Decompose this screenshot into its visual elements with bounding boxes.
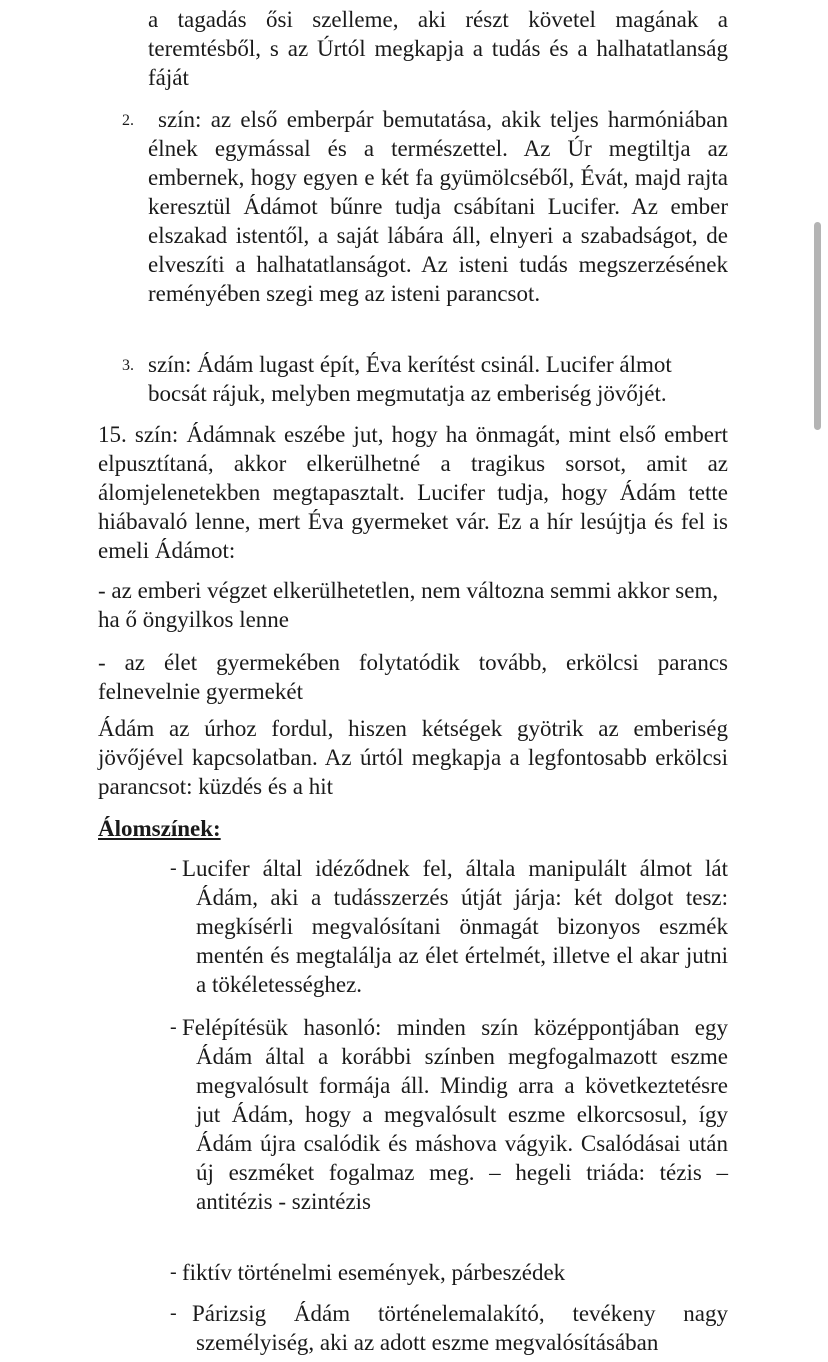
paragraph-dash-1: - az emberi végzet elkerülhetetlen, nem változna semmi akkor sem, ha ő öngyilkos lenne xyxy=(98,578,719,632)
bullet-item-1: Lucifer által idéződnek fel, általa manipulált álmot lát Ádám, aki a tudásszerzés útját járja: két dolgot tesz: megkísérli megvalósítani önmagát bizonyos eszmék mentén és megtalálja az élet értelmét, illetve el akar jutni a tökéletességhez. xyxy=(182,856,728,997)
list-number-2: 2. xyxy=(122,112,134,129)
list-number-3: 3. xyxy=(122,357,134,374)
bullet-dash-3: - xyxy=(170,1261,177,1283)
paragraph-scene-15: 15. szín: Ádámnak eszébe jut, hogy ha önmagát, mint első embert elpusztítaná, akkor elkerülhetné a tragikus sorsot, amit az álomjelenetekben megtapasztalt. Lucifer tudja, hogy Ádám tette hiábavaló lenne, mert Éva gyermeket vár. Ez a hír lesújtja és fel is emeli Ádámot: xyxy=(98,422,728,563)
list-item-3: szín: Ádám lugast épít, Éva kerítést csinál. Lucifer álmot bocsát rájuk, melyben megmutatja az emberiség jövőjét. xyxy=(148,352,672,406)
section-heading: Álomszínek: xyxy=(98,816,221,841)
bullet-item-3: fiktív történelmi események, párbeszédek xyxy=(182,1260,566,1285)
paragraph-item1-continuation: a tagadás ősi szelleme, aki részt követel magának a teremtésből, s az Úrtól megkapja a tudás és a halhatatlanság fáját xyxy=(148,7,728,90)
list-item-2: szín: az első emberpár bemutatása, akik teljes harmóniában élnek egymással és a természettel. Az Úr megtiltja az embernek, hogy egyen e két fa gyümölcséből, Évát, majd rajta keresztül Ádámot bűnre tudja csábítani Lucifer. Az ember elszakad istentől, a saját lábára áll, elnyeri a szabadságot, de elveszíti a halhatatlanságot. Az isteni tudás megszerzésének reményében szegi meg az isteni parancsot. xyxy=(148,107,728,306)
paragraph-adam-lord: Ádám az úrhoz fordul, hiszen kétségek gyötrik az emberiség jövőjével kapcsolatban. Az úrtól megkapja a legfontosabb erkölcsi parancsot: küzdés és a hit xyxy=(98,716,728,799)
bullet-item-4: Párizsig Ádám történelemalakító, tevékeny nagy személyiség, aki az adott eszme megvalósításában xyxy=(192,1301,728,1355)
scrollbar-thumb[interactable] xyxy=(814,222,821,430)
bullet-dash-1: - xyxy=(170,857,177,879)
bullet-item-2: Felépítésük hasonló: minden szín középpontjában egy Ádám által a korábbi színben megfogalmazott eszme megvalósult formája áll. Mindig arra a következtetésre jut Ádám, hogy a megvalósult eszme elkorcsosul, így Ádám újra csalódik és máshova vágyik. Csalódásai után új eszméket fogalmaz meg. – hegeli triáda: tézis – antitézis - szintézis xyxy=(182,1015,728,1214)
bullet-dash-4: - xyxy=(170,1302,177,1324)
bullet-dash-2: - xyxy=(170,1016,177,1038)
paragraph-dash-2: - az élet gyermekében folytatódik tovább, erkölcsi parancs felnevelnie gyermekét xyxy=(98,650,728,704)
